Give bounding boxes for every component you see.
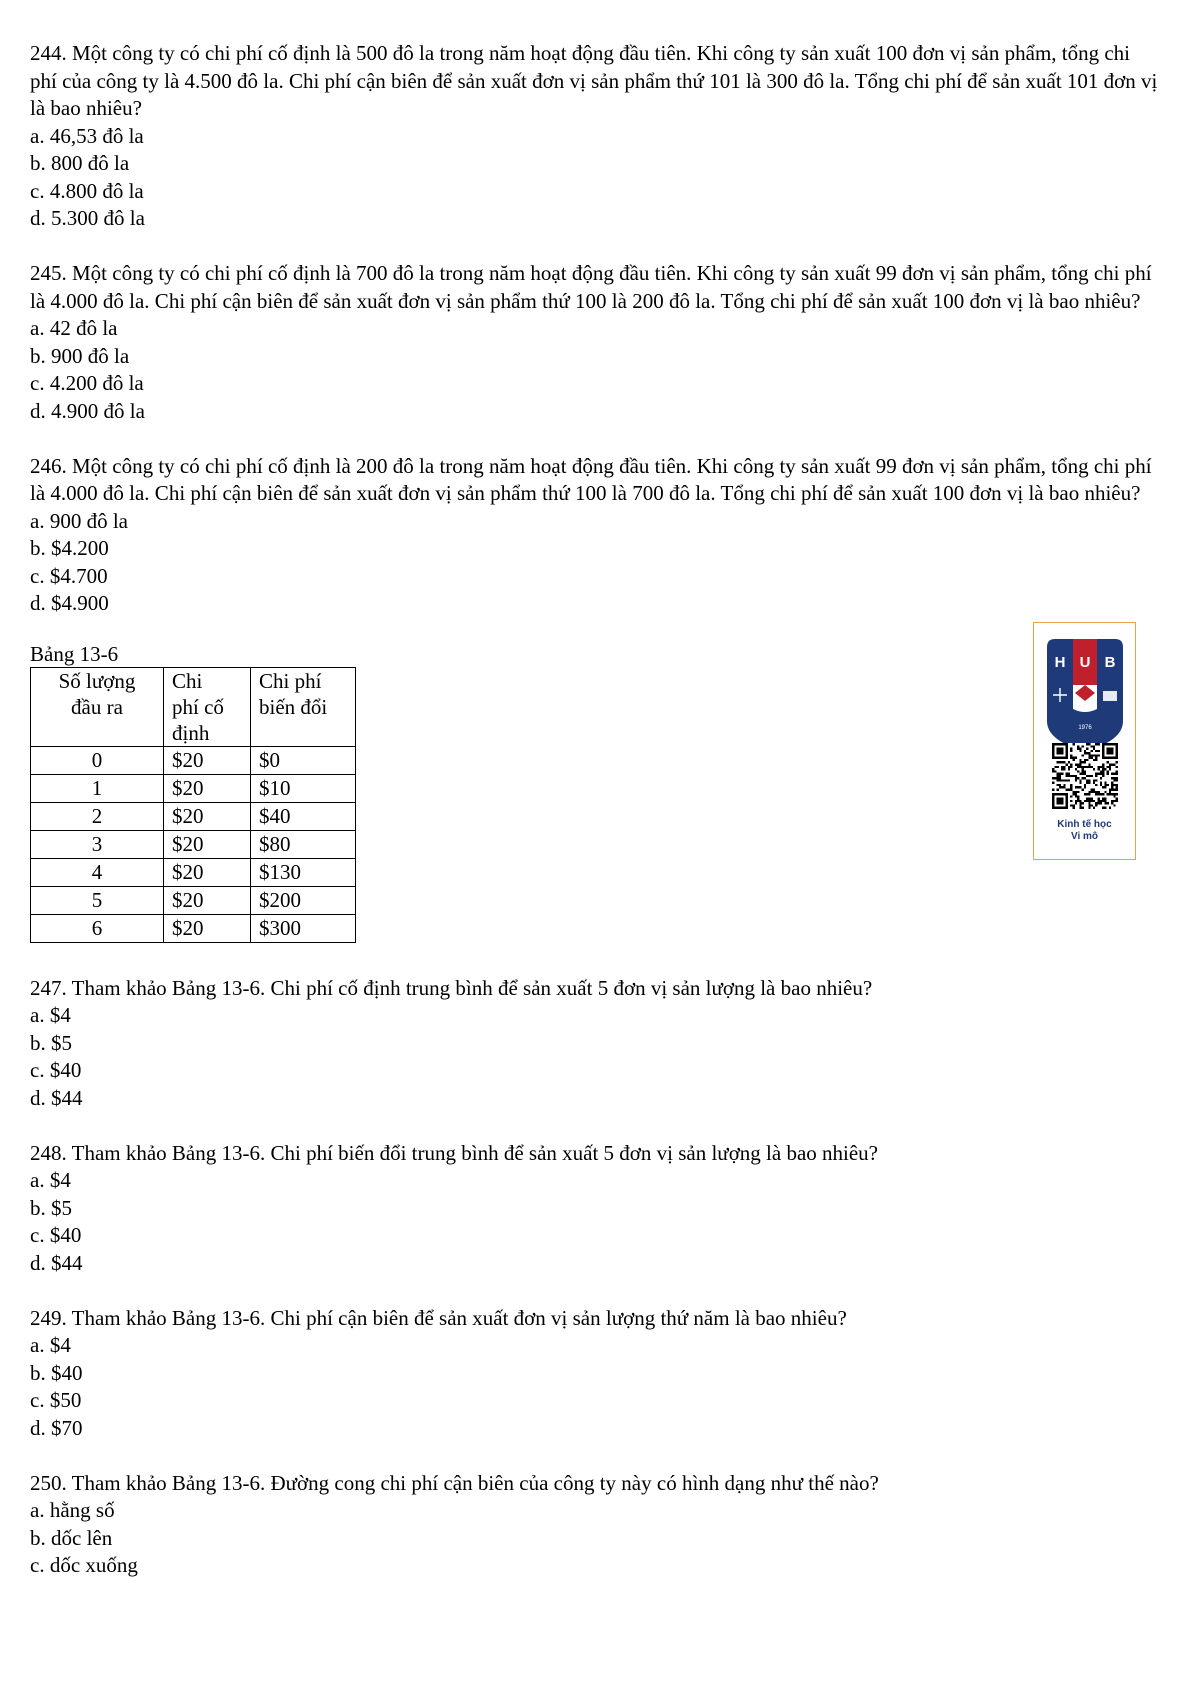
svg-text:H: H xyxy=(1054,654,1066,671)
answer-option: c. $4.700 xyxy=(30,563,108,588)
answer-option: c. $50 xyxy=(30,1388,82,1412)
badge-caption-line2: Vi mô xyxy=(1070,831,1099,842)
cell-fixed-cost: $20 xyxy=(164,886,251,914)
hub-badge xyxy=(1033,622,1136,860)
answer-option: c. 4.200 đô la xyxy=(30,371,144,395)
table-row xyxy=(31,802,356,830)
question-stem: 245. Một công ty có chi phí cố định là 700 đô la trong năm hoạt động đầu tiên. Khi công ty sản xuất 99 đơn vị sản phẩm, tổng chi phí là 4.000 đô la. Chi phí cận biên để sản xuất đơn vị sản phẩm thứ 100 là 200 đô la. Tổng chi phí để sản xuất 100 đơn vị là bao nhiêu? xyxy=(30,261,1152,313)
question-246 xyxy=(30,453,1160,618)
answer-option: a. $4 xyxy=(30,1168,71,1192)
question-247 xyxy=(30,975,1160,1113)
cell-variable-cost: $0 xyxy=(251,746,356,774)
answer-option: a. 42 đô la xyxy=(30,316,118,340)
header-quantity: Số lượng đầu ra xyxy=(31,667,164,746)
answer-option: b. $5 xyxy=(30,1030,72,1055)
cell-quantity: 3 xyxy=(31,830,164,858)
answer-option: a. $4 xyxy=(30,1333,71,1357)
answer-option: b. $5 xyxy=(30,1195,72,1220)
question-250 xyxy=(30,1470,1160,1580)
answer-option: b. $40 xyxy=(30,1360,83,1385)
badge-caption xyxy=(1034,819,1135,843)
answer-option: c. $40 xyxy=(30,1223,82,1247)
cell-variable-cost: $10 xyxy=(251,774,356,802)
answer-option: a. hằng số xyxy=(30,1498,115,1522)
cell-fixed-cost: $20 xyxy=(164,746,251,774)
cell-quantity: 2 xyxy=(31,802,164,830)
answer-option: b. 800 đô la xyxy=(30,151,130,175)
table-row xyxy=(31,774,356,802)
svg-text:U: U xyxy=(1079,654,1091,671)
answer-option: b. $4.200 xyxy=(30,536,109,560)
cell-variable-cost: $80 xyxy=(251,830,356,858)
header-fixed-cost: Chi phí cố định xyxy=(164,667,251,746)
table-row xyxy=(31,914,356,942)
answer-option: d. $44 xyxy=(30,1085,83,1110)
answer-option: d. $44 xyxy=(30,1250,83,1275)
question-stem: 247. Tham khảo Bảng 13-6. Chi phí cố định trung bình để sản xuất 5 đơn vị sản lượng là bao nhiêu? xyxy=(30,975,873,1000)
table-row xyxy=(31,746,356,774)
answer-option: d. $70 xyxy=(30,1415,83,1440)
answer-option: a. 900 đô la xyxy=(30,508,128,533)
answer-option: c. dốc xuống xyxy=(30,1553,138,1577)
cell-quantity: 0 xyxy=(31,746,164,774)
question-248 xyxy=(30,1140,1160,1278)
cell-fixed-cost: $20 xyxy=(164,774,251,802)
question-249 xyxy=(30,1305,1160,1443)
question-stem: 244. Một công ty có chi phí cố định là 500 đô la trong năm hoạt động đầu tiên. Khi công ty sản xuất 100 đơn vị sản phẩm, tổng chi phí của công ty là 4.500 đô la. Chi phí cận biên để sản xuất đơn vị sản phẩm thứ 101 là 300 đô la. Tổng chi phí để sản xuất 101 đơn vị là bao nhiêu? xyxy=(30,41,1158,120)
answer-option: c. 4.800 đô la xyxy=(30,178,144,203)
answer-option: a. $4 xyxy=(30,1003,71,1027)
question-245 xyxy=(30,260,1160,425)
question-stem: 250. Tham khảo Bảng 13-6. Đường cong chi phí cận biên của công ty này có hình dạng như thế nào? xyxy=(30,1470,879,1495)
answer-option: d. $4.900 xyxy=(30,591,109,615)
cell-fixed-cost: $20 xyxy=(164,802,251,830)
cost-table xyxy=(30,667,356,943)
cell-fixed-cost: $20 xyxy=(164,830,251,858)
answer-option: c. $40 xyxy=(30,1058,82,1082)
badge-caption-line1: Kinh tế học xyxy=(1057,819,1112,830)
cell-quantity: 1 xyxy=(31,774,164,802)
answer-option: b. 900 đô la xyxy=(30,343,130,368)
qr-code-icon xyxy=(1052,743,1118,809)
cell-fixed-cost: $20 xyxy=(164,914,251,942)
table-row xyxy=(31,858,356,886)
cell-variable-cost: $40 xyxy=(251,802,356,830)
question-stem: 246. Một công ty có chi phí cố định là 200 đô la trong năm hoạt động đầu tiên. Khi công ty sản xuất 99 đơn vị sản phẩm, tổng chi phí là 4.000 đô la. Chi phí cận biên để sản xuất đơn vị sản phẩm thứ 100 là 700 đô la. Tổng chi phí để sản xuất 100 đơn vị là bao nhiêu? xyxy=(30,453,1152,505)
question-244 xyxy=(30,40,1160,233)
cell-variable-cost: $200 xyxy=(251,886,356,914)
svg-text:1976: 1976 xyxy=(1078,725,1092,731)
header-variable-cost: Chi phí biến đổi xyxy=(251,667,356,746)
cell-quantity: 6 xyxy=(31,914,164,942)
svg-text:B: B xyxy=(1104,654,1116,671)
document-page xyxy=(30,40,1160,1580)
table-caption: Bảng 13-6 xyxy=(30,641,119,666)
cost-table-section xyxy=(30,642,1160,943)
cell-variable-cost: $130 xyxy=(251,858,356,886)
table-row xyxy=(31,886,356,914)
cell-variable-cost: $300 xyxy=(251,914,356,942)
answer-option: d. 5.300 đô la xyxy=(30,206,145,230)
answer-option: d. 4.900 đô la xyxy=(30,398,145,423)
table-row xyxy=(31,830,356,858)
answer-option: a. 46,53 đô la xyxy=(30,123,144,148)
cell-quantity: 5 xyxy=(31,886,164,914)
question-stem: 248. Tham khảo Bảng 13-6. Chi phí biến đổi trung bình để sản xuất 5 đơn vị sản lượng là bao nhiêu? xyxy=(30,1140,878,1165)
answer-option: b. dốc lên xyxy=(30,1525,113,1550)
question-stem: 249. Tham khảo Bảng 13-6. Chi phí cận biên để sản xuất đơn vị sản lượng thứ năm là bao nhiêu? xyxy=(30,1305,847,1330)
table-header-row xyxy=(31,667,356,746)
cell-fixed-cost: $20 xyxy=(164,858,251,886)
cell-quantity: 4 xyxy=(31,858,164,886)
hub-logo-icon xyxy=(1035,629,1135,759)
